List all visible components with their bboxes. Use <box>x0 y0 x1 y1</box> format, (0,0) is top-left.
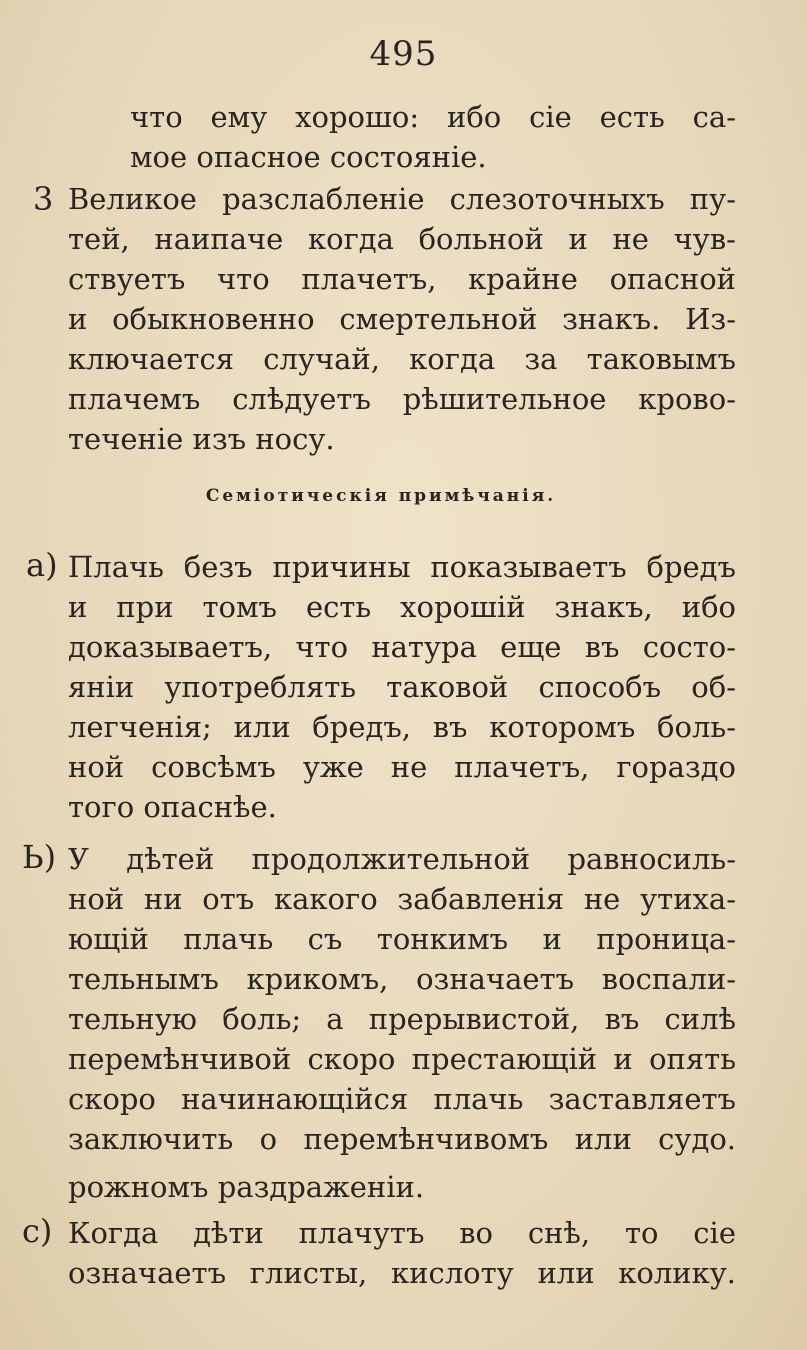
item-a-line: янiи употреблять таковой способъ об- <box>68 670 736 704</box>
item-c-line: означаетъ глисты, кислоту или колику. <box>68 1256 736 1290</box>
item-3-marker: 3 <box>33 180 54 218</box>
item-b-line: ющiй плачь съ тонкимъ и проница- <box>68 922 736 956</box>
item-3-line: теченiе изъ носу. <box>68 422 335 456</box>
item-a-marker: а) <box>26 546 58 584</box>
item-3-line: плачемъ слѣдуетъ рѣшительное крово- <box>68 382 736 416</box>
intro-line: мое опасное состоянiе. <box>130 140 487 174</box>
section-heading: Семiотическiя примѣчанiя. <box>205 486 557 506</box>
item-b-line: рожномъ раздраженiи. <box>68 1170 425 1204</box>
item-b-line: заключить о перемѣнчивомъ или судо. <box>68 1122 736 1156</box>
item-3-line: и обыкновенно смертельной знакъ. Из- <box>68 302 736 336</box>
item-b-line: тельнымъ крикомъ, означаетъ воспали- <box>68 962 736 996</box>
item-c-line: Когда дѣти плачутъ во снѣ, то сiе <box>68 1216 736 1250</box>
page-number: 495 <box>369 34 438 74</box>
item-3-line: тей, наипаче когда больной и не чув- <box>68 222 736 256</box>
intro-line: что ему хорошо: ибо сiе есть са- <box>130 100 736 134</box>
item-a-line: и при томъ есть хорошiй знакъ, ибо <box>68 590 736 624</box>
item-a-line: Плачь безъ причины показываетъ бредъ <box>68 550 736 584</box>
item-b-line: скоро начинающiйся плачь заставляетъ <box>68 1082 736 1116</box>
item-a-line: ной совсѣмъ уже не плачетъ, гораздо <box>68 750 736 784</box>
item-b-line: ной ни отъ какого забавленiя не утиха- <box>68 882 736 916</box>
item-b-marker: Ь) <box>22 838 57 876</box>
item-a-line: доказываетъ, что натура еще въ состо- <box>68 630 736 664</box>
item-3-line: ключается случай, когда за таковымъ <box>68 342 736 376</box>
item-3-line: Великое разслабленiе слезоточныхъ пу- <box>68 182 736 216</box>
item-a-line: того опаснѣе. <box>68 790 277 824</box>
item-a-line: легченiя; или бредъ, въ которомъ боль- <box>68 710 736 744</box>
item-b-line: перемѣнчивой скоро престающiй и опять <box>68 1042 736 1076</box>
item-c-marker: с) <box>22 1212 53 1250</box>
item-b-line: тельную боль; а прерывистой, въ силѣ <box>68 1002 736 1036</box>
item-b-line: У дѣтей продолжительной равносиль- <box>68 842 736 876</box>
item-3-line: ствуетъ что плачетъ, крайне опасной <box>68 262 736 296</box>
